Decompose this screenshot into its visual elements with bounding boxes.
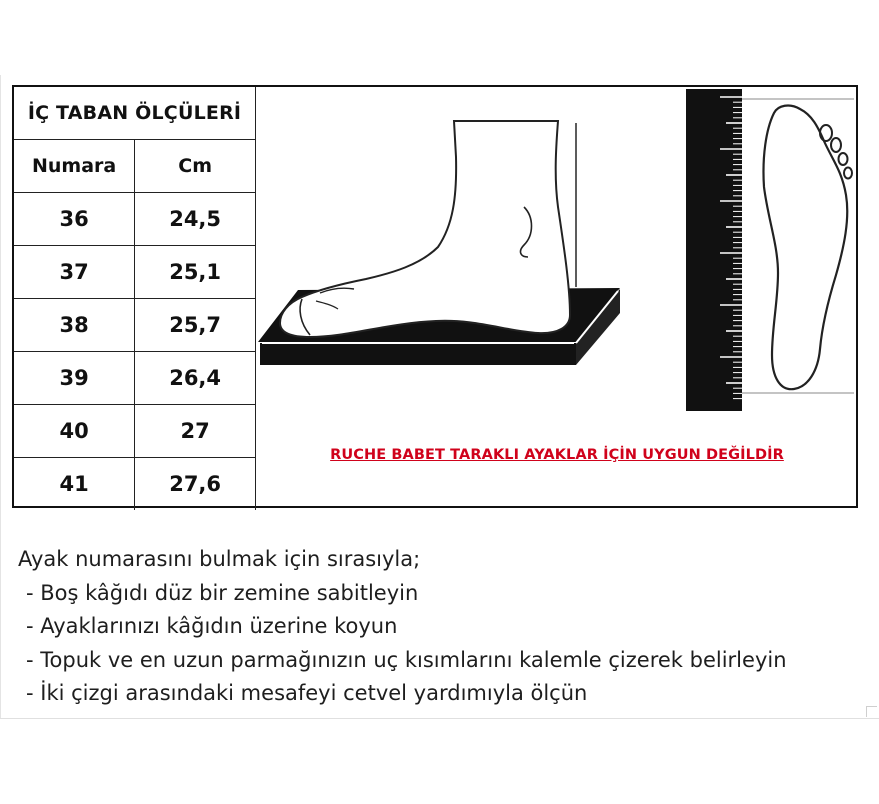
size-cm-cell: 27,6 xyxy=(135,458,256,511)
bottom-divider xyxy=(0,718,879,719)
size-number-cell: 38 xyxy=(14,299,135,352)
insole-size-table xyxy=(14,87,256,510)
table-row xyxy=(14,193,256,246)
column-header-numara: Numara xyxy=(14,140,135,193)
table-row xyxy=(14,352,256,405)
size-cm-cell: 25,7 xyxy=(135,299,256,352)
table-row xyxy=(14,299,256,352)
instructions-intro: Ayak numarasını bulmak için sırasıyla; xyxy=(18,547,421,571)
instruction-step: - Topuk ve en uzun parmağınızın uç kısımlarını kalemle çizerek belirleyin xyxy=(26,647,787,672)
size-cm-cell: 26,4 xyxy=(135,352,256,405)
table-title: İÇ TABAN ÖLÇÜLERİ xyxy=(14,87,256,140)
size-number-cell: 37 xyxy=(14,246,135,299)
instruction-step: - Ayaklarınızı kâğıdın üzerine koyun xyxy=(26,614,398,638)
foot-side-on-block-icon xyxy=(258,121,620,365)
instruction-step: - İki çizgi arasındaki mesafeyi cetvel yardımıyla ölçün xyxy=(26,681,588,705)
size-cm-cell: 27 xyxy=(135,405,256,458)
table-row xyxy=(14,246,256,299)
measurement-instructions xyxy=(18,543,858,711)
size-number-cell: 39 xyxy=(14,352,135,405)
foot-sole-outline-icon xyxy=(763,106,852,390)
size-number-cell: 36 xyxy=(14,193,135,246)
table-row xyxy=(14,458,256,511)
size-cm-cell: 25,1 xyxy=(135,246,256,299)
corner-mark xyxy=(866,706,877,717)
size-number-cell: 41 xyxy=(14,458,135,511)
left-edge-line xyxy=(0,75,1,718)
ruler-icon xyxy=(686,89,854,411)
instruction-step: - Boş kâğıdı düz bir zemine sabitleyin xyxy=(26,580,419,605)
column-header-cm: Cm xyxy=(135,140,256,193)
table-row xyxy=(14,405,256,458)
unsuitability-warning: RUCHE BABET TARAKLI AYAKLAR İÇİN UYGUN DEĞİLDİR xyxy=(330,447,784,463)
size-cm-cell: 24,5 xyxy=(135,193,256,246)
size-chart-frame xyxy=(12,85,858,508)
foot-measurement-illustration xyxy=(258,87,856,427)
size-number-cell: 40 xyxy=(14,405,135,458)
